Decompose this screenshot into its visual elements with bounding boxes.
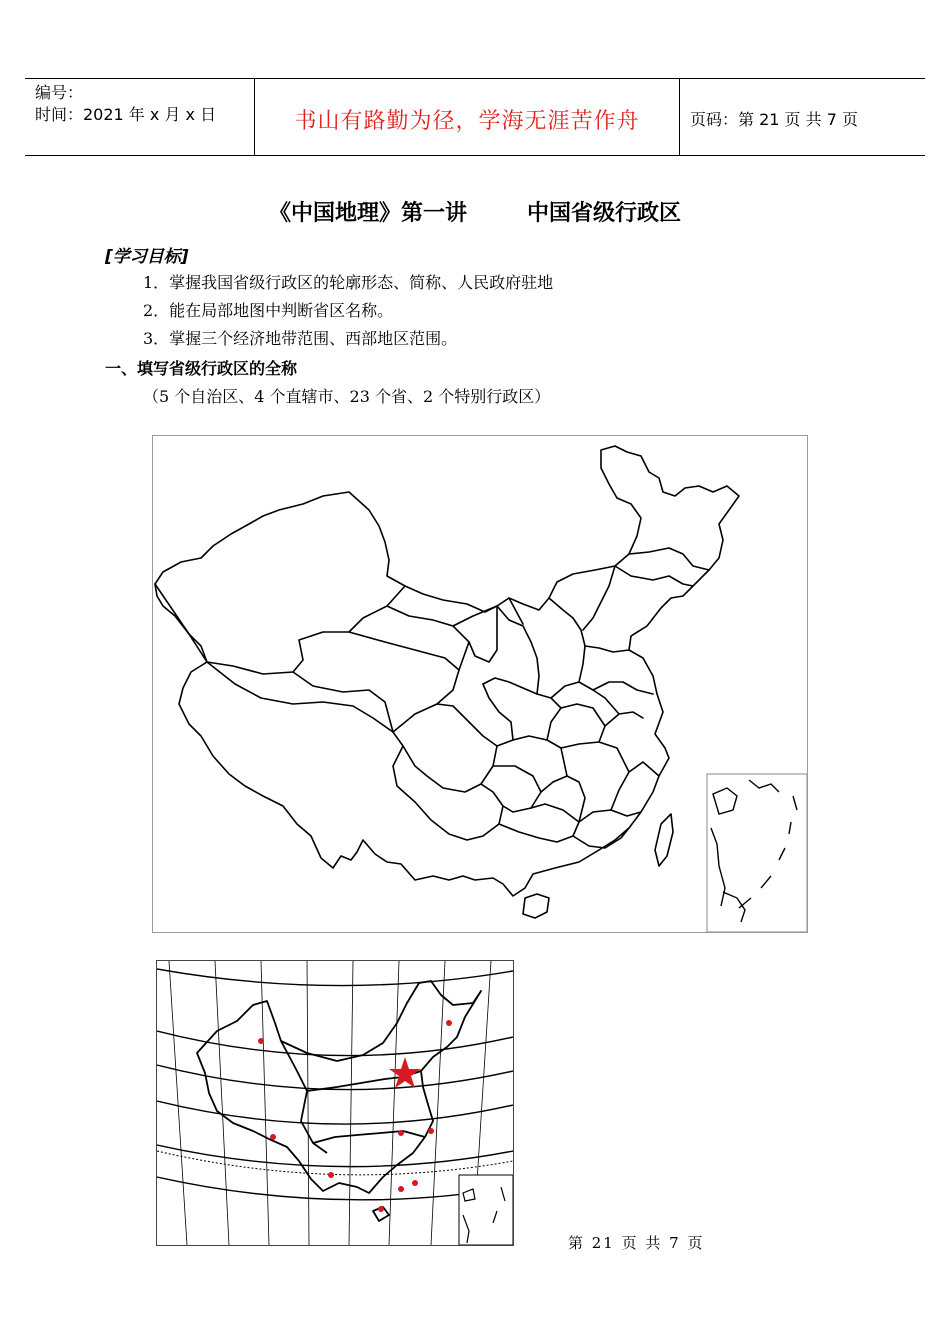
section-1-note: （5 个自治区、4 个直辖市、23 个省、2 个特别行政区） [143,387,551,406]
economic-map-svg [157,961,513,1245]
header-divider-right [679,78,680,155]
goal-item-2: 2．能在局部地图中判断省区名称。 [143,301,394,320]
header-page-info: 页码：第 21 页 共 7 页 [690,110,858,129]
economic-zones-map [156,960,514,1246]
city-marker [328,1172,334,1178]
goal-item-1: 1．掌握我国省级行政区的轮廓形态、简称、人民政府驻地 [143,273,554,292]
goal-item-3: 3．掌握三个经济地带范围、西部地区范围。 [143,329,458,348]
blank-province-map [152,435,808,933]
page-footer: 第 21 页 共 7 页 [568,1234,705,1252]
header-bottom-rule [25,155,925,156]
city-marker [428,1128,434,1134]
title-part-2: 中国省级行政区 [527,201,682,226]
city-marker [412,1180,418,1186]
city-marker [378,1206,384,1212]
goals-heading: [学习目标] [105,247,189,267]
page-title [0,196,950,227]
header-divider-left [254,78,255,155]
header-top-rule [25,78,925,79]
title-part-1: 《中国地理》第一讲 [268,201,467,226]
header-meta [35,82,216,126]
city-marker [446,1020,452,1026]
province-map-svg [153,436,807,932]
section-1-heading: 一、填写省级行政区的全称 [105,359,298,378]
time-line: 时间：2021 年 x 月 x 日 [35,105,217,124]
header-motto: 书山有路勤为径，学海无涯苦作舟 [294,109,640,134]
city-marker [398,1186,404,1192]
city-marker [258,1038,264,1044]
serial-label: 编号： [35,83,84,102]
city-marker [398,1130,404,1136]
city-marker [270,1134,276,1140]
